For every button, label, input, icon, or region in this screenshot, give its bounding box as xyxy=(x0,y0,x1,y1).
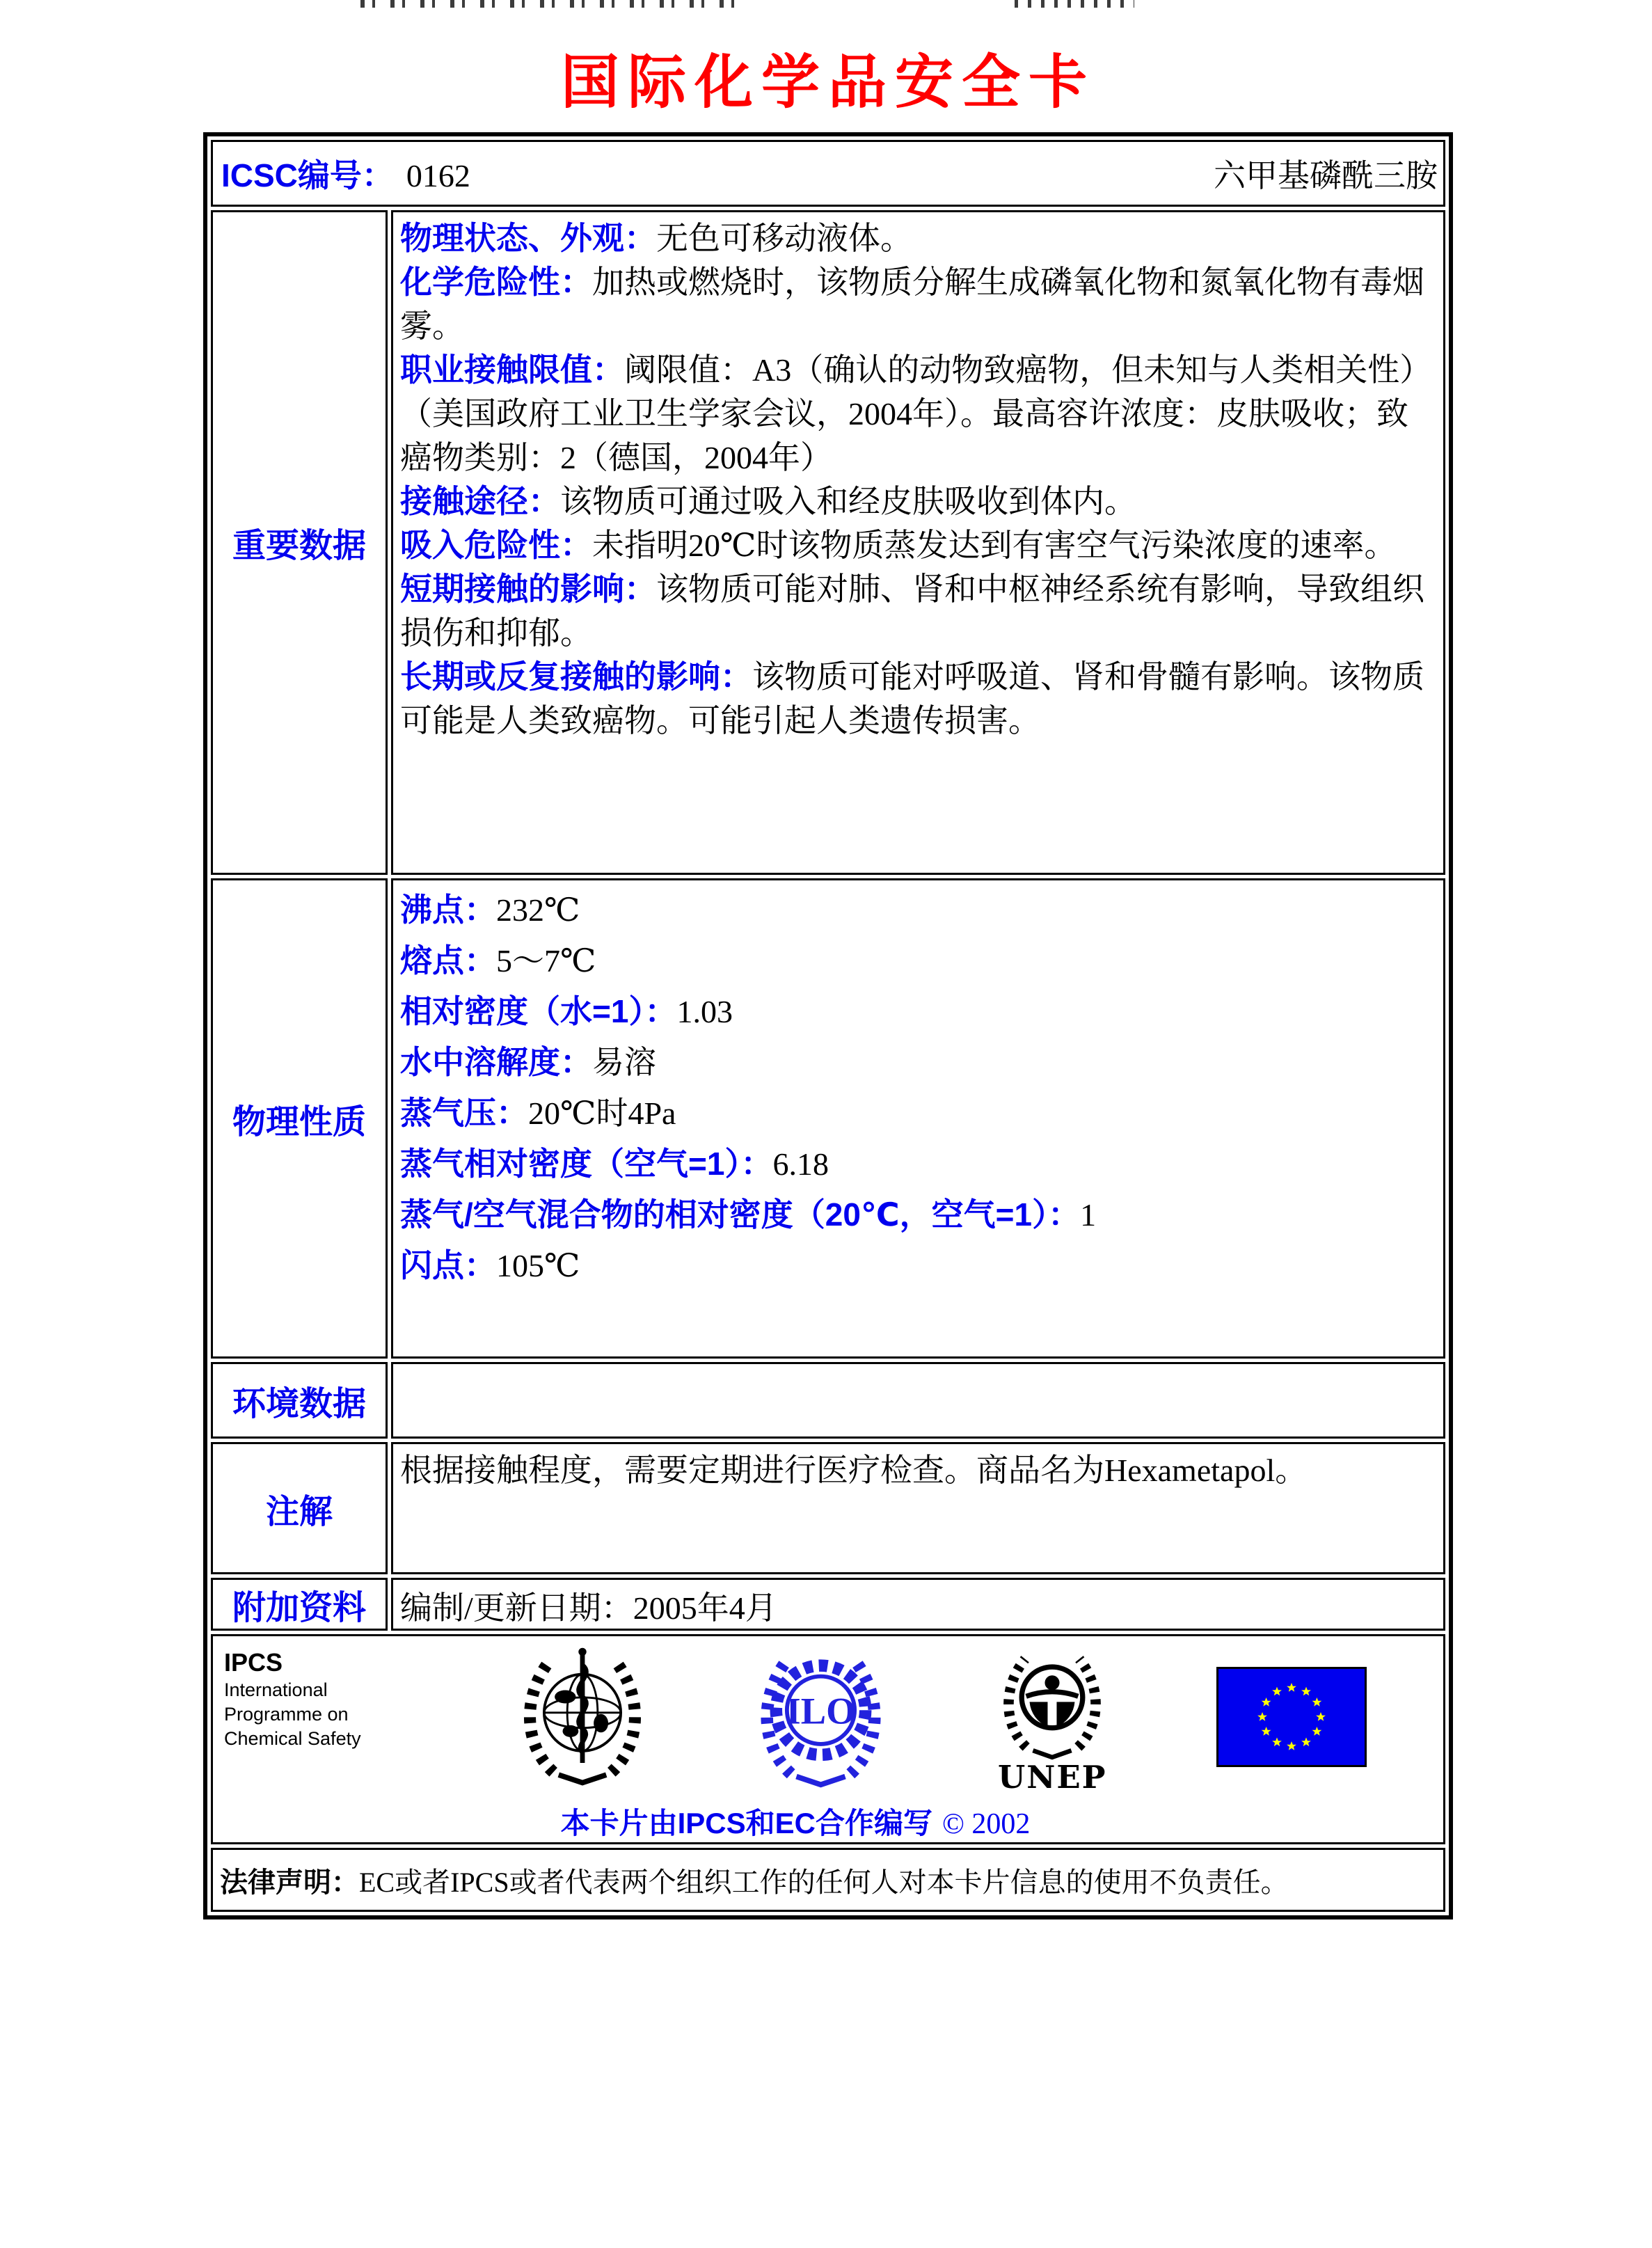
field-label: 职业接触限值： xyxy=(400,351,624,388)
field-text: 1.03 xyxy=(676,994,733,1029)
unep-emblem-icon xyxy=(992,1643,1112,1766)
footer-row xyxy=(211,1634,1445,1844)
field-text: 20℃时4Pa xyxy=(528,1095,676,1131)
field-label: 蒸气/空气混合物的相对密度（20℃，空气=1）： xyxy=(400,1196,1081,1233)
field-label: 相对密度（水=1）： xyxy=(400,993,677,1029)
field-text: 232℃ xyxy=(496,892,580,928)
field-physical-state xyxy=(400,216,1438,260)
important-data-row xyxy=(211,210,1445,875)
ipcs-text-block xyxy=(224,1643,412,1751)
field-label: 蒸气相对密度（空气=1）： xyxy=(400,1146,773,1182)
footer-caption xyxy=(224,1800,1367,1842)
physical-properties-row xyxy=(211,878,1445,1359)
field-label: 长期或反复接触的影响： xyxy=(400,658,752,695)
field-label: 水中溶解度： xyxy=(400,1044,592,1080)
row-label-physical-properties: 物理性质 xyxy=(211,878,388,1359)
field-text: 阈限值：A3（确认的动物致癌物，但未知与人类相关性）（美国政府工业卫生学家会议，2004年）。最高容许浓度：皮肤吸收；致癌物类别：2（德国，2004年） xyxy=(400,352,1432,475)
row-label-notes: 注解 xyxy=(211,1442,388,1574)
icsc-number-label: ICSC编号： xyxy=(221,157,394,193)
additional-info-row xyxy=(211,1578,1445,1631)
field-label: 接触途径： xyxy=(400,483,560,519)
legal-cell xyxy=(211,1848,1445,1912)
notes-row xyxy=(211,1442,1445,1574)
field-vapor-pressure xyxy=(400,1088,1438,1139)
footer-cell xyxy=(211,1634,1445,1844)
icsc-card-table xyxy=(203,132,1453,1919)
field-label: 物理状态、外观： xyxy=(400,220,656,256)
ipcs-line: International xyxy=(224,1679,328,1700)
field-label: 蒸气压： xyxy=(400,1095,528,1131)
eu-flag-icon xyxy=(1216,1667,1367,1771)
field-label: 吸入危险性： xyxy=(400,527,592,563)
ipcs-title: IPCS xyxy=(224,1648,283,1677)
field-text: 105℃ xyxy=(496,1248,580,1283)
footer-copyright: © 2002 xyxy=(942,1808,1031,1840)
footer-caption-text: 本卡片由IPCS和EC合作编写 xyxy=(560,1807,932,1839)
field-text: 5～7℃ xyxy=(496,943,596,979)
legal-label: 法律声明： xyxy=(220,1867,359,1898)
field-text: 无色可移动液体。 xyxy=(656,221,912,256)
header-cell xyxy=(211,140,1445,207)
notes-content xyxy=(391,1442,1445,1574)
logo-row xyxy=(224,1643,1367,1794)
field-water-solubility xyxy=(400,1037,1438,1088)
field-boiling-point xyxy=(400,885,1438,935)
environmental-data-content xyxy=(391,1362,1445,1439)
field-vapor-relative-density xyxy=(400,1139,1438,1189)
ipcs-line: Chemical Safety xyxy=(224,1728,361,1749)
field-text: 未指明20℃时该物质蒸发达到有害空气污染浓度的速率。 xyxy=(592,528,1397,563)
icsc-number-group xyxy=(221,150,470,196)
field-text: 该物质可能对肺、肾和中枢神经系统有影响，导致组织损伤和抑郁。 xyxy=(400,571,1424,651)
ilo-emblem-icon xyxy=(753,1643,889,1795)
row-label-additional-info: 附加资料 xyxy=(211,1578,388,1631)
field-relative-density xyxy=(400,986,1438,1037)
important-data-content xyxy=(391,210,1445,875)
clipped-top-text-fragment xyxy=(1015,0,1134,8)
unep-label: UNEP xyxy=(997,1758,1107,1796)
legal-text: EC或者IPCS或者代表两个组织工作的任何人对本卡片信息的使用不负责任。 xyxy=(359,1866,1289,1898)
field-text: 该物质可通过吸入和经皮肤吸收到体内。 xyxy=(560,484,1136,519)
field-label: 化学危险性： xyxy=(400,264,592,300)
chemical-name: 六甲基磷酰三胺 xyxy=(1214,158,1438,193)
notes-text: 根据接触程度，需要定期进行医疗检查。商品名为Hexametapol。 xyxy=(400,1453,1308,1488)
field-text: 易溶 xyxy=(592,1045,656,1080)
ilo-letters: ILO xyxy=(786,1689,855,1732)
field-text: 6.18 xyxy=(772,1146,829,1182)
field-occupational-limits xyxy=(400,348,1438,480)
row-label-important-data: 重要数据 xyxy=(211,210,388,875)
physical-properties-content xyxy=(391,878,1445,1359)
field-label: 短期接触的影响： xyxy=(400,571,656,607)
page-title: 国际化学品安全卡 xyxy=(560,47,1095,116)
field-inhalation-risk xyxy=(400,523,1438,567)
who-emblem-icon xyxy=(516,1644,649,1793)
additional-info-content: 编制/更新日期：2005年4月 xyxy=(391,1578,1445,1631)
field-vapor-air-mixture-density xyxy=(400,1189,1438,1240)
field-flash-point xyxy=(400,1240,1438,1291)
field-chemical-danger xyxy=(400,260,1438,348)
field-label: 熔点： xyxy=(400,942,496,979)
icsc-number-value: 0162 xyxy=(406,158,470,193)
clipped-top-text-fragment xyxy=(360,0,745,8)
field-label: 沸点： xyxy=(400,892,496,928)
field-label: 闪点： xyxy=(400,1247,496,1283)
field-text: 该物质可能对呼吸道、肾和骨髓有影响。该物质可能是人类致癌物。可能引起人类遗传损害。 xyxy=(400,659,1424,738)
field-short-term-effects xyxy=(400,567,1438,655)
header-row xyxy=(211,140,1445,207)
row-label-environmental-data: 环境数据 xyxy=(211,1362,388,1439)
field-long-term-effects xyxy=(400,655,1438,743)
unep-block xyxy=(992,1643,1112,1794)
field-text: 加热或燃烧时，该物质分解生成磷氧化物和氮氧化物有毒烟雾。 xyxy=(400,264,1424,344)
environmental-data-row xyxy=(211,1362,1445,1439)
field-text: 1 xyxy=(1080,1197,1097,1233)
field-melting-point xyxy=(400,935,1438,986)
legal-row xyxy=(211,1848,1445,1912)
ipcs-line: Programme on xyxy=(224,1704,349,1725)
field-exposure-routes xyxy=(400,480,1438,523)
